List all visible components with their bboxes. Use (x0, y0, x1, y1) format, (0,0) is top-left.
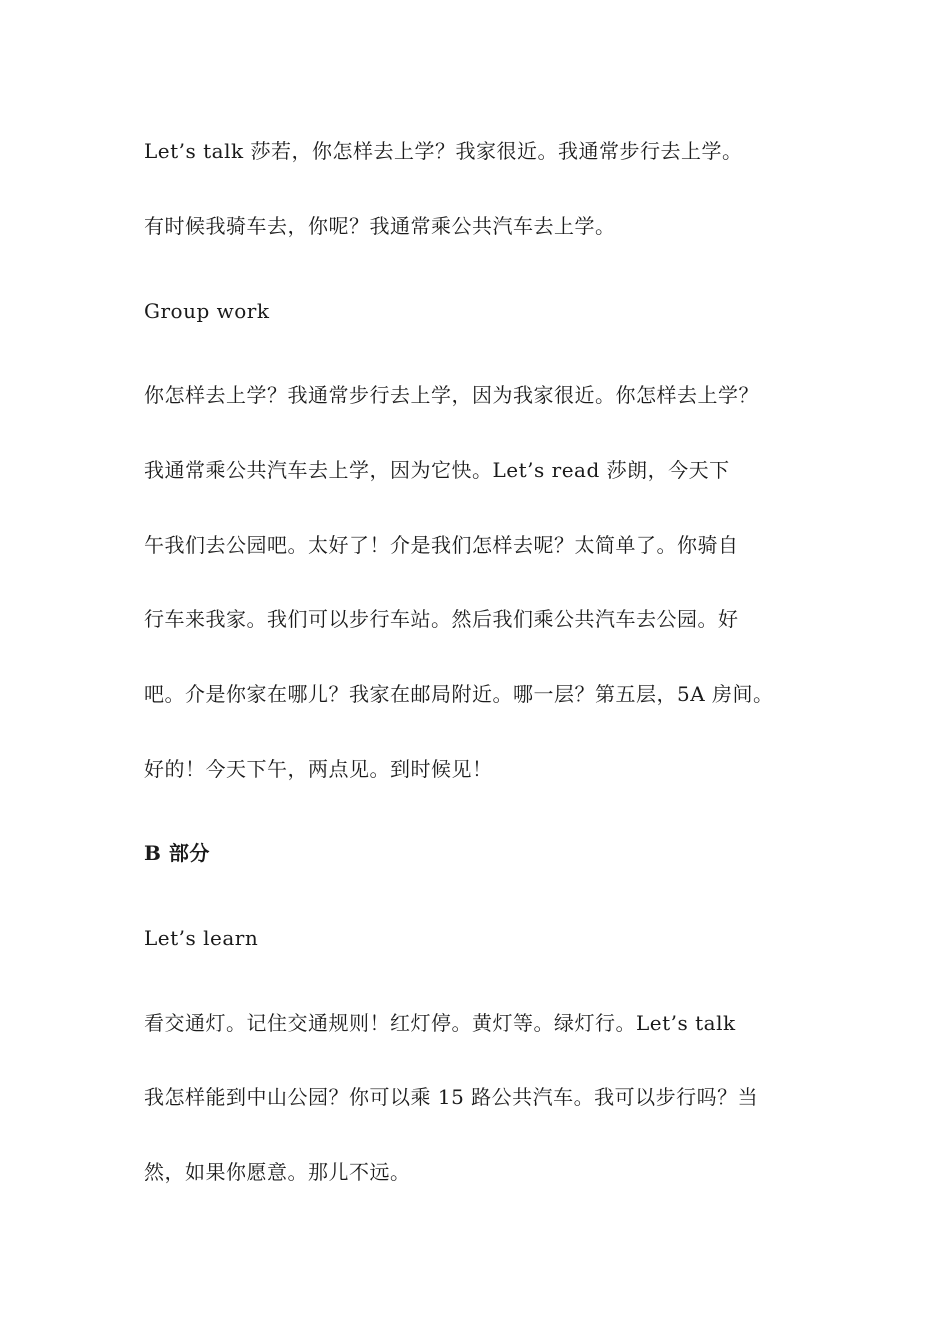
paragraph-line-8: 好的！今天下午，两点见。到时候见！ (144, 757, 493, 781)
paragraph-line-4: 我通常乘公共汽车去上学，因为它快。Let’s read 莎朗，今天下 (144, 458, 730, 482)
section-heading-b-part: B 部分 (144, 841, 210, 865)
paragraph-line-2: 有时候我骑车去，你呢？我通常乘公共汽车去上学。 (144, 214, 616, 238)
paragraph-line-10: 我怎样能到中山公园？你可以乘 15 路公共汽车。我可以步行吗？当 (144, 1085, 759, 1109)
paragraph-line-3: 你怎样去上学？我通常步行去上学，因为我家很近。你怎样去上学？ (144, 383, 759, 407)
paragraph-line-1: Let’s talk 莎若，你怎样去上学？我家很近。我通常步行去上学。 (144, 139, 743, 163)
paragraph-line-5: 午我们去公园吧。太好了！介是我们怎样去呢？太简单了。你骑自 (144, 533, 739, 557)
paragraph-line-11: 然，如果你愿意。那儿不远。 (144, 1160, 411, 1184)
paragraph-line-6: 行车来我家。我们可以步行车站。然后我们乘公共汽车去公园。好 (144, 607, 739, 631)
paragraph-line-7: 吧。介是你家在哪儿？我家在邮局附近。哪一层？第五层，5A 房间。 (144, 682, 774, 706)
section-heading-group-work: Group work (144, 299, 270, 323)
paragraph-line-9: 看交通灯。记住交通规则！红灯停。黄灯等。绿灯行。Let’s talk (144, 1011, 736, 1035)
section-heading-lets-learn: Let’s learn (144, 926, 259, 950)
